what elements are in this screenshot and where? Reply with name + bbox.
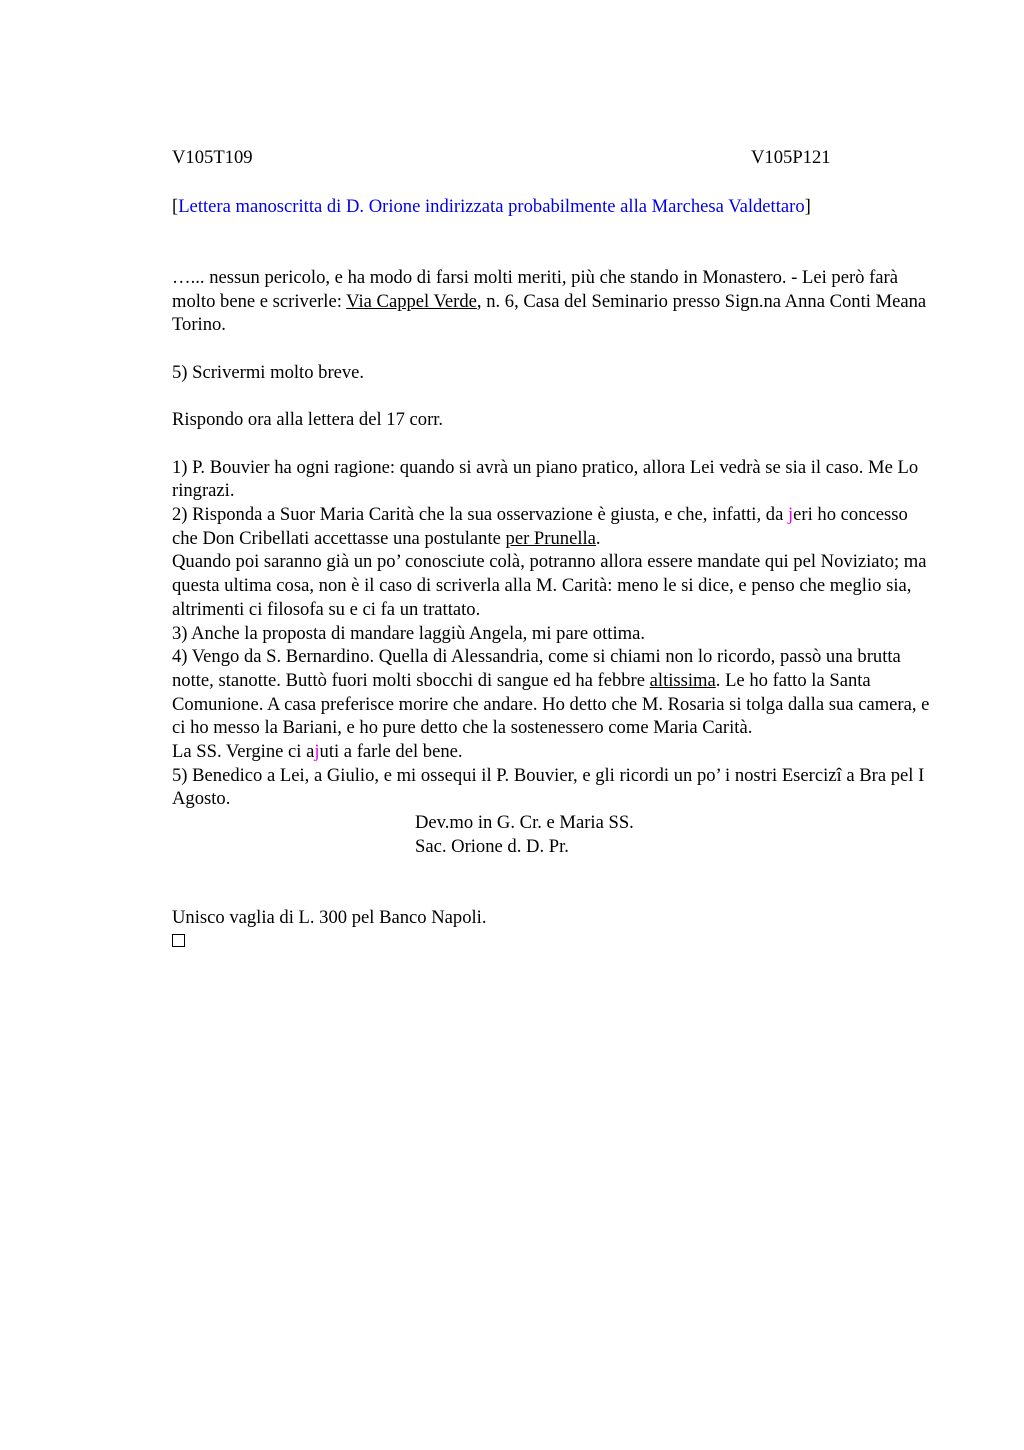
document-page [172, 146, 932, 953]
blessing-text-part2: uti a farle del bene. [319, 741, 463, 763]
item-4 [172, 645, 932, 740]
item-4-underlined: altissima [649, 669, 716, 691]
signature-line-2: Sac. Orione d. D. Pr. [415, 835, 569, 857]
intro-text-part2: , n. 6, Casa del Seminario presso Sign.na Anna Conti Meana Torino. [172, 290, 927, 336]
item-5 [172, 764, 932, 811]
postscript: Unisco vaglia di L. 300 pel Banco Napoli. [172, 906, 487, 928]
reply-items [172, 456, 932, 859]
address-underlined: Via Cappel Verde [346, 290, 477, 312]
volume-code-right: V105P121 [751, 147, 831, 168]
item-2 [172, 503, 932, 550]
item-4-text-part2: . Le ho fatto la Santa Comunione. A casa preferisce morire che andare. Ho detto che M. Rosaria si tolga dalla sua camera, e ci ho messo la Bariani, e ho pure detto che la sostenessero come Maria Carità. [172, 669, 930, 739]
intro-paragraph [172, 266, 932, 337]
blessing-annotated-j: j [314, 741, 320, 763]
header-codes [172, 146, 932, 170]
signature-line-1: Dev.mo in G. Cr. e Maria SS. [415, 812, 634, 834]
volume-code-left: V105T109 [172, 147, 253, 168]
checkbox-square-icon [172, 929, 932, 953]
item-2-followup: Quando poi saranno già un po’ conosciute colà, potranno allora essere mandate qui pel Noviziato; ma questa ultima cosa, non è il caso di scriverla alla M. Carità: meno le si dice, e penso che meglio sia, altrimenti ci filosofa su e ci fa un trattato. [172, 551, 927, 620]
title-close-bracket: ] [804, 196, 811, 217]
title-text: Lettera manoscritta di D. Orione indirizzata probabilmente alla Marchesa Valdettaro [178, 196, 805, 217]
item-5-text-part2: a Bra pel I Agosto. [172, 764, 925, 810]
title-open-bracket: [ [172, 196, 179, 217]
blessing-line [172, 740, 932, 764]
point-5-short: 5) Scrivermi molto breve. [172, 361, 365, 383]
item-2-underlined: per Prunella [505, 527, 596, 549]
item-2-text-part3: . [595, 527, 601, 549]
blessing-text-part1: La SS. Vergine ci a [172, 741, 315, 763]
item-3: 3) Anche la proposta di mandare laggiù Angela, mi pare ottima. [172, 622, 645, 644]
item-1: 1) P. Bouvier ha ogni ragione: quando si avrà un piano pratico, allora Lei vedrà se sia il caso. Me Lo ringrazi. [172, 456, 919, 502]
item-5-text-part1: 5) Benedico a Lei, a Giulio, e mi ossequi il P. Bouvier, e gli ricordi un po’ i nostri Esercizi [172, 764, 842, 786]
item-2-annotated-j: j [787, 503, 794, 525]
intro-text-part1: …... nessun pericolo, e ha modo di farsi molti meriti, più che stando in Monastero. - Lei però farà molto bene e scriverle: [172, 267, 899, 312]
document-title [172, 195, 932, 219]
item-4-text-part1: 4) Vengo da S. Bernardino. Quella di Alessandria, come si chiami non lo ricordo, passò una brutta notte, stanotte. Buttò fuori molti sbocchi di sangue ed ha febbre [172, 646, 901, 691]
item-2-text-part1: 2) Risponda a Suor Maria Carità che la sua osservazione è giusta, e che, infatti, da [172, 503, 788, 525]
item-2-text-part2: eri ho concesso che Don Cribellati accettasse una postulante [172, 503, 908, 549]
reply-intro: Rispondo ora alla lettera del 17 corr. [172, 409, 444, 431]
